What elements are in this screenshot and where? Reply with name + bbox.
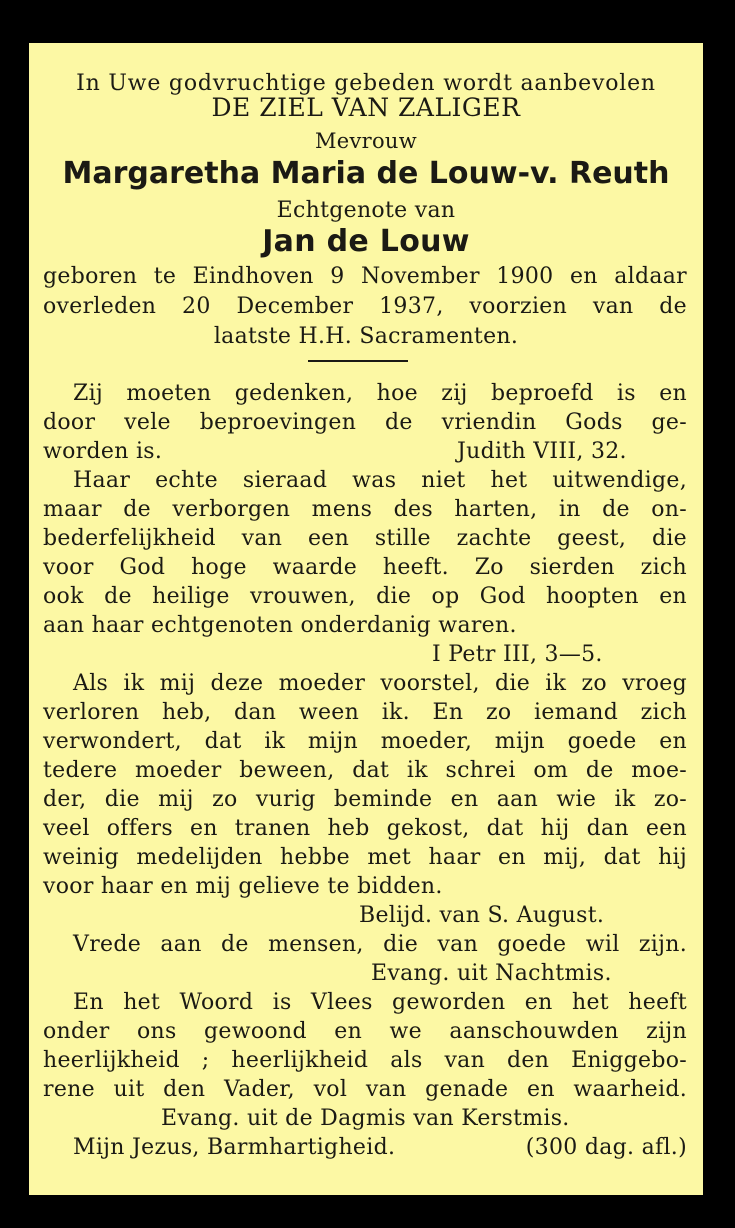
verse-line: ook de heilige vrouwen, die op God hoopten en: [43, 584, 687, 609]
verse-line: door vele beproevingen de vriendin Gods ge-: [43, 410, 687, 435]
verse-line: verwondert, dat ik mijn moeder, mijn goede en: [43, 729, 687, 754]
verse-line: rene uit den Vader, vol van genade en waarheid.: [43, 1077, 687, 1102]
soul-heading: DE ZIEL VAN ZALIGER: [211, 93, 521, 122]
scripture-reference: Judith VIII, 32.: [457, 439, 627, 464]
bio-line: overleden 20 December 1937, voorzien van de: [43, 294, 687, 319]
verse-line: bederfelijkheid van een stille zachte geest, die: [43, 526, 687, 551]
verse-line: tedere moeder beween, dat ik schrei om de moe-: [43, 758, 687, 783]
verse-line: Zij moeten gedenken, hoe zij beproefd is en: [73, 381, 687, 406]
memorial-card: [29, 43, 703, 1195]
verse-line: En het Woord is Vlees geworden en het heeft: [73, 990, 687, 1015]
verse-line: veel offers en tranen heb gekost, dat hij dan een: [43, 816, 687, 841]
closing-prayer: Mijn Jezus, Barmhartigheid.: [73, 1135, 396, 1160]
divider-rule: [308, 360, 408, 362]
scripture-reference: Belijd. van S. August.: [359, 903, 605, 928]
verse-line: weinig medelijden hebbe met haar en mij, dat hij: [43, 845, 687, 870]
verse-line: voor haar en mij gelieve te bidden.: [43, 874, 443, 899]
relation-line: Echtgenote van: [276, 198, 456, 223]
intro-line: In Uwe godvruchtige gebeden wordt aanbevolen: [76, 71, 656, 96]
verse-line: voor God hoge waarde heeft. Zo sierden zich: [43, 555, 687, 580]
verse-line: heerlijkheid ; heerlijkheid als van den Eniggebo-: [43, 1048, 687, 1073]
verse-line-with-ref: [43, 439, 687, 465]
verse-line: Vrede aan de mensen, die van goede wil zijn.: [73, 932, 687, 957]
bio-line: laatste H.H. Sacramenten.: [213, 324, 519, 349]
verse-line: onder ons gewoond en we aanschouwden zijn: [43, 1019, 687, 1044]
title-mevrouw: Mevrouw: [314, 129, 418, 153]
verse-line: der, die mij zo vurig beminde en aan wie ik zo-: [43, 787, 687, 812]
verse-line: aan haar echtgenoten onderdanig waren.: [43, 613, 517, 638]
scripture-reference: Evang. uit de Dagmis van Kerstmis.: [161, 1106, 570, 1131]
verse-line: maar de verborgen mens des harten, in de on-: [43, 497, 687, 522]
deceased-name: Margaretha Maria de Louw-v. Reuth: [62, 156, 670, 191]
indulgence-note: (300 dag. afl.): [525, 1135, 687, 1160]
scripture-reference: I Petr III, 3—5.: [432, 642, 603, 667]
verse-line: verloren heb, dan ween ik. En zo iemand zich: [43, 700, 687, 725]
scripture-reference: Evang. uit Nachtmis.: [371, 961, 612, 986]
verse-line: Haar echte sieraad was niet het uitwendige,: [73, 468, 687, 493]
verse-line: Als ik mij deze moeder voorstel, die ik zo vroeg: [73, 671, 687, 696]
verse-line: worden is.: [43, 439, 163, 464]
spouse-name: Jan de Louw: [262, 224, 470, 259]
bio-line: geboren te Eindhoven 9 November 1900 en aldaar: [43, 264, 687, 289]
